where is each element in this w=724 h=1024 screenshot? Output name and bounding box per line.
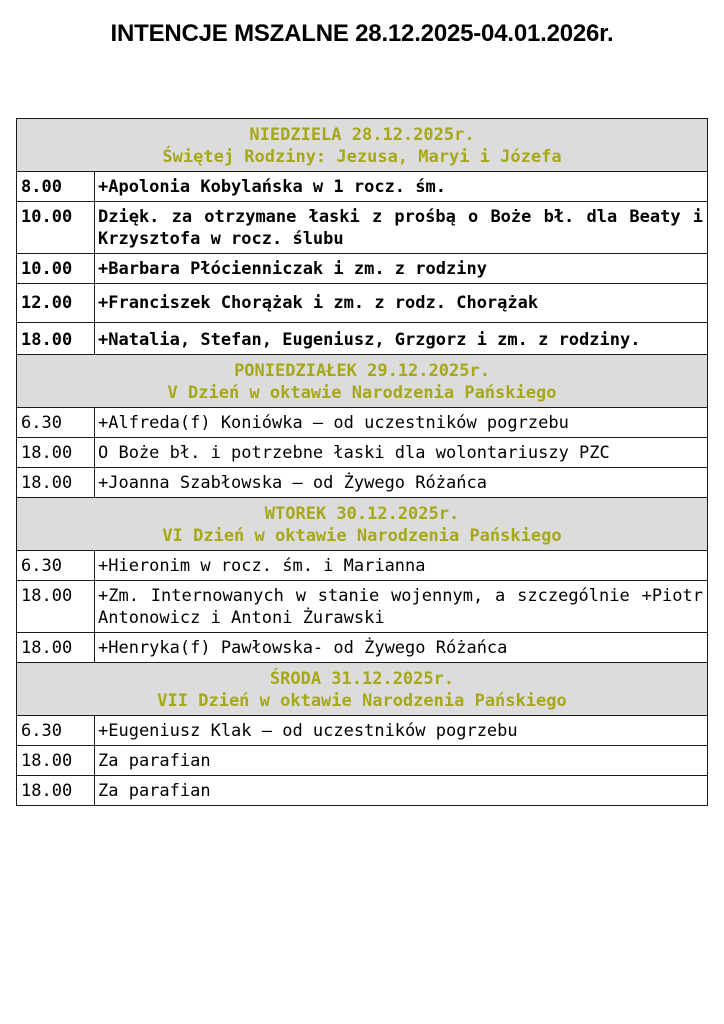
mass-intention: O Boże bł. i potrzebne łaski dla wolontariuszy PZC [95,438,708,468]
day-name: NIEDZIELA 28.12.2025r. [249,125,475,145]
mass-intention: +Natalia, Stefan, Eugeniusz, Grzgorz i zm. z rodziny. [95,323,708,355]
mass-intention: +Barbara Płócienniczak i zm. z rodziny [95,254,708,284]
table-row [17,254,708,284]
mass-time: 18.00 [17,776,95,806]
mass-intention: +Alfreda(f) Koniówka – od uczestników pogrzebu [95,408,708,438]
page-title: INTENCJE MSZALNE 28.12.2025-04.01.2026r. [110,20,614,47]
table-row [17,172,708,202]
mass-intention: +Henryka(f) Pawłowska- od Żywego Różańca [95,633,708,663]
mass-time: 18.00 [17,468,95,498]
mass-time: 12.00 [17,284,95,323]
table-row [17,633,708,663]
table-row [17,551,708,581]
mass-time: 8.00 [17,172,95,202]
day-header-row [17,498,708,551]
mass-intention: Za parafian [95,746,708,776]
mass-time: 6.30 [17,716,95,746]
feast-name: VII Dzień w oktawie Narodzenia Pańskiego [157,691,567,711]
table-row [17,408,708,438]
mass-time: 18.00 [17,746,95,776]
table-row [17,776,708,806]
table-row [17,284,708,323]
mass-intention: +Eugeniusz Klak – od uczestników pogrzebu [95,716,708,746]
mass-intention: Dzięk. za otrzymane łaski z prośbą o Boże bł. dla Beaty i Krzysztofa w rocz. ślubu [95,202,708,254]
day-header [17,663,708,716]
mass-time: 6.30 [17,408,95,438]
day-header [17,119,708,172]
mass-intentions-table [16,118,708,806]
day-header-row [17,119,708,172]
day-header [17,498,708,551]
table-row [17,468,708,498]
day-name: PONIEDZIAŁEK 29.12.2025r. [234,361,490,381]
day-header-row [17,355,708,408]
table-row [17,746,708,776]
mass-time: 10.00 [17,254,95,284]
mass-intention: +Apolonia Kobylańska w 1 rocz. śm. [95,172,708,202]
mass-time: 10.00 [17,202,95,254]
table-row [17,202,708,254]
day-header-row [17,663,708,716]
mass-time: 18.00 [17,581,95,633]
mass-intention: +Zm. Internowanych w stanie wojennym, a szczególnie +Piotr Antonowicz i Antoni Żurawski [95,581,708,633]
mass-intention: +Franciszek Chorążak i zm. z rodz. Chorążak [95,284,708,323]
table-row [17,581,708,633]
mass-intention: +Hieronim w rocz. śm. i Marianna [95,551,708,581]
day-header [17,355,708,408]
mass-time: 6.30 [17,551,95,581]
feast-name: VI Dzień w oktawie Narodzenia Pańskiego [162,526,562,546]
table-row [17,438,708,468]
mass-time: 18.00 [17,633,95,663]
mass-intention: +Joanna Szabłowska – od Żywego Różańca [95,468,708,498]
feast-name: Świętej Rodziny: Jezusa, Maryi i Józefa [162,147,562,167]
mass-time: 18.00 [17,323,95,355]
mass-intention: Za parafian [95,776,708,806]
table-row [17,323,708,355]
day-name: ŚRODA 31.12.2025r. [269,669,455,689]
feast-name: V Dzień w oktawie Narodzenia Pańskiego [167,383,557,403]
table-row [17,716,708,746]
day-name: WTOREK 30.12.2025r. [264,504,460,524]
mass-time: 18.00 [17,438,95,468]
